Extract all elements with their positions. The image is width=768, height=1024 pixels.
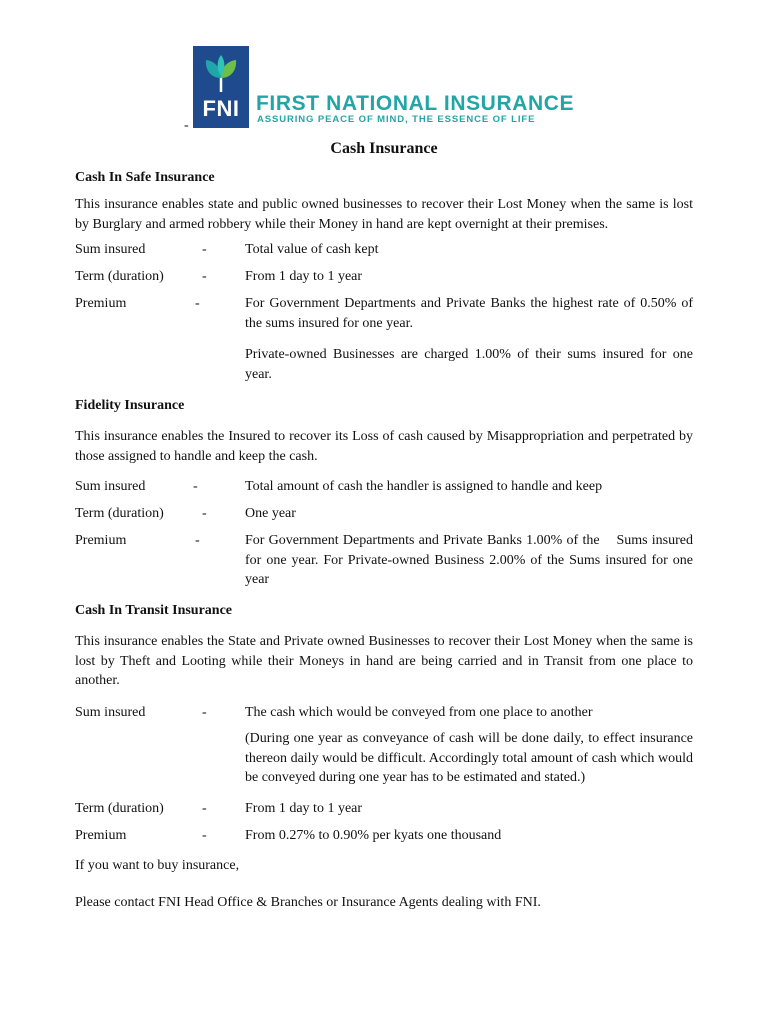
closing-line: If you want to buy insurance, [75,858,240,873]
logo-abbr: FNI [202,96,240,121]
row-dash: - [202,506,207,521]
row-label: Premium [75,296,127,311]
section-heading: Cash In Transit Insurance [75,603,233,618]
row-label: Sum insured [75,705,146,720]
company-tagline: ASSURING PEACE OF MIND, THE ESSENCE OF LIFE [257,114,536,125]
row-dash: - [193,479,198,494]
logo-emblem [193,46,249,128]
row-dash: - [202,269,207,284]
row-dash: - [202,242,207,257]
row-value: Total amount of cash the handler is assigned to handle and keep [245,479,603,494]
row-label: Term (duration) [75,801,164,816]
row-value: For Government Departments and Private Banks 1.00% of the Sums insured for one year. For Private-owned Business 2.00% of the Sums insured for one year [245,533,697,587]
section-description: This insurance enables state and public owned businesses to recover their Lost Money when the same is lost by Burglary and armed robbery while their Money in hand are kept overnight at their premises. [75,197,693,232]
row-dash: - [195,296,200,311]
row-value: From 0.27% to 0.90% per kyats one thousand [245,828,502,843]
page-title: Cash Insurance [330,140,438,157]
row-label: Premium [75,828,127,843]
row-value: Total value of cash kept [245,242,379,257]
row-label: Term (duration) [75,506,164,521]
row-label: Sum insured [75,479,146,494]
row-value: One year [245,506,296,521]
section-description: This insurance enables the Insured to recover its Loss of cash caused by Misappropriation and perpetrated by those assigned to handle and keep the cash. [75,429,693,464]
row-value: For Government Departments and Private Banks the highest rate of 0.50% of the sums insured for one year. [245,296,693,331]
row-value-extra: (During one year as conveyance of cash will be done daily, to effect insurance thereon daily would be difficult. Accordingly total amount of cash which would be conveyed during one year has to be estimated and stated.) [245,731,693,785]
company-name: FIRST NATIONAL INSURANCE [256,92,575,115]
row-label: Premium [75,533,127,548]
row-value: From 1 day to 1 year [245,269,363,284]
row-value: The cash which would be conveyed from one place to another [245,705,593,720]
stray-mark: - [184,118,189,133]
fni-logo [193,46,593,128]
section-heading: Cash In Safe Insurance [75,170,215,185]
row-label: Term (duration) [75,269,164,284]
row-label: Sum insured [75,242,146,257]
row-dash: - [202,705,207,720]
leaf-icon [199,52,243,96]
section-heading: Fidelity Insurance [75,398,185,413]
section-description: This insurance enables the State and Private owned Businesses to recover their Lost Money when the same is lost by Theft and Looting while their Moneys in hand are being carried and in Transit from one place to another. [75,634,693,688]
row-value: From 1 day to 1 year [245,801,363,816]
row-dash: - [202,828,207,843]
row-dash: - [195,533,200,548]
row-value-extra: Private-owned Businesses are charged 1.00% of their sums insured for one year. [245,347,693,382]
row-dash: - [202,801,207,816]
closing-line: Please contact FNI Head Office & Branches or Insurance Agents dealing with FNI. [75,895,541,910]
